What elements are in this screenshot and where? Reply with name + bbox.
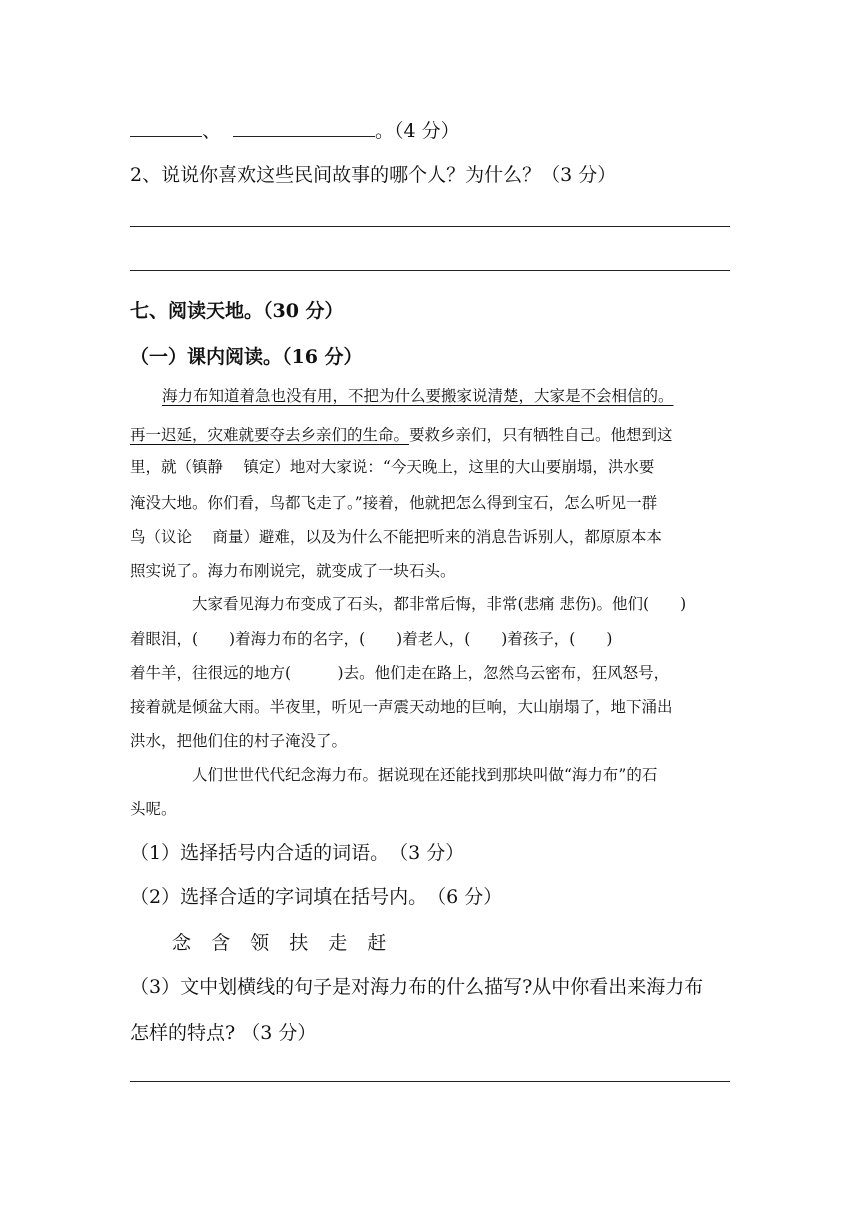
passage-line: 接着就是倾盆大雨。半夜里，听见一声震天动地的巨响，大山崩塌了，地下涌出 <box>130 698 673 716</box>
word-choice: 领 <box>250 932 270 954</box>
passage-line: 人们世世代代纪念海力布。据说现在还能找到那块叫做“海力布”的石 <box>192 766 658 784</box>
passage-line: 照实说了。海力布刚说完，就变成了一块石头。 <box>130 562 456 580</box>
sub-question-3-cont: 怎样的特点? （3 分） <box>130 1022 317 1044</box>
sub-question-1: （1）选择括号内合适的词语。 （3 分） <box>130 842 465 864</box>
q1-points: 。（4 分） <box>375 120 460 142</box>
word-choices <box>172 928 400 955</box>
sub-question-2: （2）选择合适的字词填在括号内。 （6 分） <box>130 886 503 908</box>
passage-line: 大家看见海力布变成了石头，都非常后悔，非常(悲痛 悲伤)。他们( ) <box>192 595 687 613</box>
passage-line: 鸟（议论 商量）避难，以及为什么不能把听来的消息告诉别人，都原原本本 <box>130 528 662 546</box>
blank-separator: 、 <box>202 120 222 142</box>
subsection-title: （一）课内阅读。（16 分） <box>130 346 363 368</box>
answer-blank[interactable] <box>130 120 202 137</box>
word-choice: 含 <box>211 932 231 954</box>
word-choice: 赶 <box>367 932 387 954</box>
passage-line: 洪水，把他们住的村子淹没了。 <box>130 732 348 750</box>
answer-line[interactable] <box>130 270 730 271</box>
passage-line: 着眼泪，( )着海力布的名字，( )着老人，( )着孩子，( ) <box>130 630 613 648</box>
underlined-sentence: 再一迟延，灾难就要夺去乡亲们的生命。 <box>130 426 410 444</box>
answer-line[interactable] <box>130 1081 730 1082</box>
passage-line: 淹没大地。你们看，鸟都飞走了。”接着，他就把怎么得到宝石，怎么听见一群 <box>130 494 658 512</box>
section-title: 七、阅读天地。（30 分） <box>130 300 344 322</box>
passage-line <box>162 389 674 405</box>
word-choice: 走 <box>328 932 348 954</box>
answer-blank[interactable] <box>233 120 375 137</box>
underlined-sentence: 海力布知道着急也没有用，不把为什么要搬家说清楚，大家是不会相信的。 <box>162 387 674 405</box>
q1-answer-line <box>130 116 460 143</box>
word-choice: 扶 <box>289 932 309 954</box>
word-choice: 念 <box>172 932 192 954</box>
passage-text: 要救乡亲们，只有牺牲自己。他想到这 <box>409 426 673 444</box>
passage-line <box>130 428 673 444</box>
passage-line: 里，就（镇静 镇定）地对大家说：“今天晚上，这里的大山要崩塌，洪水要 <box>130 458 655 476</box>
passage-line: 头呢。 <box>130 800 177 818</box>
question-2: 2、说说你喜欢这些民间故事的哪个人？为什么？（3 分） <box>130 164 617 186</box>
sub-question-3: （3）文中划横线的句子是对海力布的什么描写?从中你看出来海力布 <box>130 976 704 998</box>
answer-line[interactable] <box>130 226 730 227</box>
passage-line: 着牛羊，往很远的地方( )去。他们走在路上，忽然乌云密布，狂风怒号， <box>130 664 670 682</box>
